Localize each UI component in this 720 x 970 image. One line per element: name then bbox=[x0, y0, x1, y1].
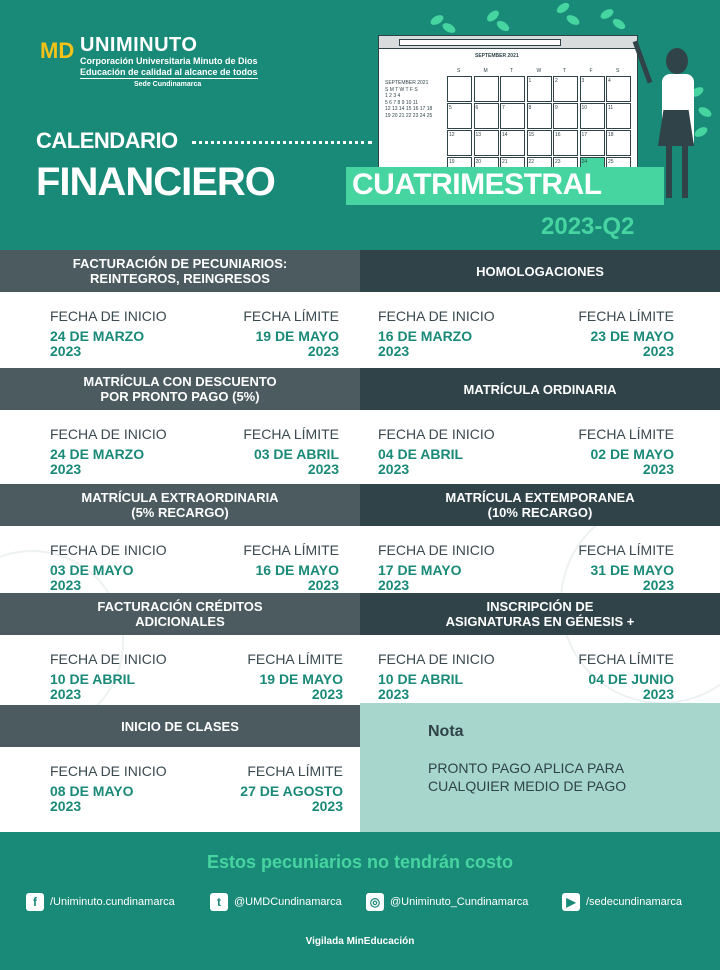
calendar-day: 14 bbox=[500, 130, 525, 156]
calendar-day: 11 bbox=[606, 103, 631, 129]
dotted-divider bbox=[192, 141, 372, 148]
calendar-day: 15 bbox=[527, 130, 552, 156]
calendar-day bbox=[447, 76, 472, 102]
start-label: FECHA DE INICIO bbox=[50, 763, 167, 779]
weekday-label: F bbox=[589, 68, 593, 74]
start-year: 2023 bbox=[50, 686, 82, 702]
schedule-grid bbox=[0, 250, 720, 832]
calendar-day: 17 bbox=[580, 130, 605, 156]
end-label: FECHA LÍMITE bbox=[243, 426, 339, 442]
calendar-day: 3 bbox=[580, 76, 605, 102]
end-label: FECHA LÍMITE bbox=[247, 651, 343, 667]
social-handle: /sedecundinamarca bbox=[586, 896, 683, 908]
end-label: FECHA LÍMITE bbox=[243, 542, 339, 558]
end-date: 03 DE ABRIL bbox=[253, 446, 339, 462]
item-title: FACTURACIÓN DE PECUNIARIOS: REINTEGROS, REINGRESOS bbox=[0, 250, 360, 292]
weekday-label: M bbox=[483, 68, 488, 74]
calendar-illustration bbox=[378, 35, 638, 169]
calendar-titlebar bbox=[379, 36, 637, 49]
weekday-label: S bbox=[457, 68, 461, 74]
leaf-icon bbox=[495, 19, 511, 34]
start-label: FECHA DE INICIO bbox=[50, 542, 167, 558]
vigilada-text: Vigilada MinEducación bbox=[305, 936, 415, 947]
logo-tagline: Educación de calidad al alcance de todos bbox=[80, 67, 258, 77]
end-label: FECHA LÍMITE bbox=[247, 763, 343, 779]
month-grid bbox=[447, 68, 633, 168]
calendar-day: 2 bbox=[553, 76, 578, 102]
logo-subtitle: Corporación Universitaria Minuto de Dios bbox=[80, 56, 258, 66]
instagram-icon: ◎ bbox=[366, 893, 384, 911]
title-financiero: FINANCIERO bbox=[36, 160, 275, 204]
weekday-label: T bbox=[510, 68, 514, 74]
end-year: 2023 bbox=[642, 343, 674, 359]
start-date: 04 DE ABRIL bbox=[378, 446, 464, 462]
social-link[interactable] bbox=[366, 892, 528, 912]
end-label: FECHA LÍMITE bbox=[578, 542, 674, 558]
calendar-day: 4 bbox=[606, 76, 631, 102]
item-title: INSCRIPCIÓN DE ASIGNATURAS EN GÉNESIS + bbox=[360, 593, 720, 635]
end-year: 2023 bbox=[307, 577, 339, 593]
logo-name: UNIMINUTO bbox=[80, 34, 198, 56]
calendar-day: 1 bbox=[527, 76, 552, 102]
item-title: HOMOLOGACIONES bbox=[360, 250, 720, 292]
calendar-day: 22 bbox=[527, 157, 552, 183]
twitter-icon: t bbox=[210, 893, 228, 911]
end-year: 2023 bbox=[311, 798, 343, 814]
item-title: MATRÍCULA CON DESCUENTO POR PRONTO PAGO (5%) bbox=[0, 368, 360, 410]
facebook-icon: f bbox=[26, 893, 44, 911]
start-date: 24 DE MARZO bbox=[50, 446, 145, 462]
calendar-day: 20 bbox=[474, 157, 499, 183]
calendar-day: 23 bbox=[553, 157, 578, 183]
calendar-day: 10 bbox=[580, 103, 605, 129]
social-handle: @UMDCundinamarca bbox=[234, 896, 342, 908]
end-label: FECHA LÍMITE bbox=[578, 426, 674, 442]
weekday-label: S bbox=[616, 68, 620, 74]
end-label: FECHA LÍMITE bbox=[243, 308, 339, 324]
header bbox=[0, 0, 720, 250]
end-date: 23 DE MAYO bbox=[590, 328, 674, 344]
calendar-day bbox=[500, 76, 525, 102]
calendar-day: 16 bbox=[553, 130, 578, 156]
end-date: 19 DE MAYO bbox=[255, 328, 339, 344]
calendar-day: 24 bbox=[580, 157, 605, 183]
start-year: 2023 bbox=[378, 461, 410, 477]
end-date: 02 DE MAYO bbox=[590, 446, 674, 462]
end-year: 2023 bbox=[642, 461, 674, 477]
start-year: 2023 bbox=[50, 798, 82, 814]
title-calendario: CALENDARIO bbox=[36, 128, 178, 153]
weekday-label: W bbox=[536, 68, 542, 74]
mini-calendar bbox=[385, 80, 437, 119]
item-title: INICIO DE CLASES bbox=[0, 705, 360, 747]
calendar-day: 19 bbox=[447, 157, 472, 183]
logo-campus: Sede Cundinamarca bbox=[134, 81, 202, 88]
start-year: 2023 bbox=[378, 343, 410, 359]
social-link[interactable] bbox=[26, 892, 175, 912]
social-link[interactable] bbox=[210, 892, 342, 912]
calendar-day bbox=[474, 76, 499, 102]
figure-leg bbox=[666, 146, 672, 198]
start-label: FECHA DE INICIO bbox=[378, 308, 495, 324]
start-label: FECHA DE INICIO bbox=[378, 542, 495, 558]
calendar-day: 25 bbox=[606, 157, 631, 183]
leaf-icon bbox=[555, 1, 571, 16]
calendar-day: 9 bbox=[553, 103, 578, 129]
calendar-day: 12 bbox=[447, 130, 472, 156]
social-handle: /Uniminuto.cundinamarca bbox=[50, 896, 175, 908]
start-label: FECHA DE INICIO bbox=[50, 426, 167, 442]
calendar-day: 5 bbox=[447, 103, 472, 129]
social-handle: @Uniminuto_Cundinamarca bbox=[390, 896, 529, 908]
calendar-day: 8 bbox=[527, 103, 552, 129]
end-year: 2023 bbox=[642, 577, 674, 593]
start-date: 17 DE MAYO bbox=[378, 562, 462, 578]
mini-calendar-header: SEPTEMBER 2021 bbox=[385, 80, 429, 86]
item-title: MATRÍCULA EXTEMPORANEA (10% RECARGO) bbox=[360, 484, 720, 526]
start-date: 24 DE MARZO bbox=[50, 328, 145, 344]
calendar-day: 13 bbox=[474, 130, 499, 156]
leaf-icon bbox=[693, 125, 709, 139]
end-date: 19 DE MAYO bbox=[259, 671, 343, 687]
end-label: FECHA LÍMITE bbox=[578, 308, 674, 324]
leaf-icon bbox=[611, 17, 627, 32]
leaf-icon bbox=[441, 21, 457, 35]
calendar-day: 21 bbox=[500, 157, 525, 183]
calendar-day: 6 bbox=[474, 103, 499, 129]
start-year: 2023 bbox=[378, 577, 410, 593]
note-title: Nota bbox=[428, 723, 464, 740]
end-date: 27 DE AGOSTO bbox=[240, 783, 343, 799]
calendar-day: 18 bbox=[606, 130, 631, 156]
weekday-label: T bbox=[563, 68, 567, 74]
start-date: 08 DE MAYO bbox=[50, 783, 134, 799]
title-period: 2023-Q2 bbox=[541, 213, 635, 240]
calendar-day: 7 bbox=[500, 103, 525, 129]
footer-message: Estos pecuniarios no tendrán costo bbox=[206, 852, 514, 872]
figure-skirt bbox=[658, 110, 694, 146]
end-date: 31 DE MAYO bbox=[590, 562, 674, 578]
mini-calendar-days: S M T W T F S 1 2 3 4 5 6 7 8 9 10 11 12 13 14 15 16 17 18 19 20 21 22 23 24 25 bbox=[385, 86, 433, 119]
title-cuatrimestral: CUATRIMESTRAL bbox=[352, 168, 602, 201]
youtube-icon: ▶ bbox=[562, 893, 580, 911]
item-title: MATRÍCULA EXTRAORDINARIA (5% RECARGO) bbox=[0, 484, 360, 526]
end-year: 2023 bbox=[311, 686, 343, 702]
leaf-icon bbox=[697, 105, 713, 119]
calendar-month: SEPTEMBER 2021 bbox=[475, 53, 519, 59]
end-year: 2023 bbox=[307, 461, 339, 477]
end-date: 16 DE MAYO bbox=[255, 562, 339, 578]
note-text: PRONTO PAGO APLICA PARA CUALQUIER MEDIO DE PAGO bbox=[428, 760, 627, 794]
logo-mark: MD bbox=[40, 38, 75, 63]
start-label: FECHA DE INICIO bbox=[50, 651, 167, 667]
start-year: 2023 bbox=[378, 686, 410, 702]
end-year: 2023 bbox=[307, 343, 339, 359]
start-date: 03 DE MAYO bbox=[50, 562, 134, 578]
start-date: 16 DE MARZO bbox=[378, 328, 473, 344]
note-box bbox=[360, 703, 720, 832]
figure-leg bbox=[682, 146, 688, 198]
social-link[interactable] bbox=[562, 892, 682, 912]
start-year: 2023 bbox=[50, 461, 82, 477]
start-label: FECHA DE INICIO bbox=[50, 308, 167, 324]
item-title: FACTURACIÓN CRÉDITOS ADICIONALES bbox=[0, 593, 360, 635]
figure-head bbox=[666, 48, 688, 74]
item-title: MATRÍCULA ORDINARIA bbox=[360, 368, 720, 410]
start-date: 10 DE ABRIL bbox=[378, 671, 464, 687]
start-date: 10 DE ABRIL bbox=[50, 671, 136, 687]
start-label: FECHA DE INICIO bbox=[378, 651, 495, 667]
footer bbox=[0, 832, 720, 970]
start-label: FECHA DE INICIO bbox=[378, 426, 495, 442]
leaf-icon bbox=[565, 13, 581, 27]
end-label: FECHA LÍMITE bbox=[578, 651, 674, 667]
end-date: 04 DE JUNIO bbox=[588, 671, 674, 687]
end-year: 2023 bbox=[642, 686, 674, 702]
start-year: 2023 bbox=[50, 343, 82, 359]
start-year: 2023 bbox=[50, 577, 82, 593]
